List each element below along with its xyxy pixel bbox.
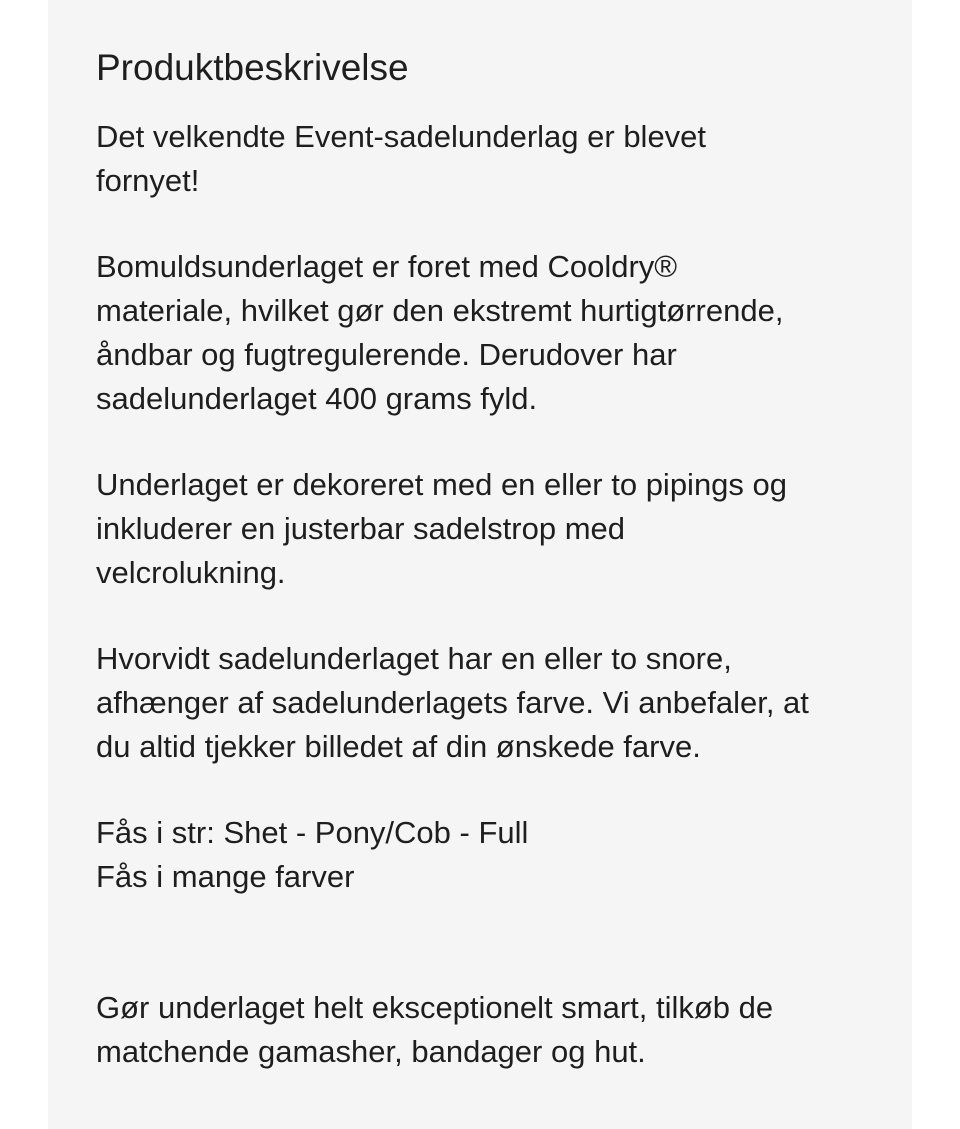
- section-heading: Produktbeskrivelse: [96, 47, 409, 88]
- intro-paragraph: Det velkendte Event-sadelunderlag er blevet fornyet!: [96, 119, 707, 198]
- spacer: [96, 769, 864, 811]
- sizes-colors-paragraph: Fås i str: Shet - Pony/Cob - Full Fås i mange farver: [96, 815, 529, 894]
- spacer: [96, 203, 864, 245]
- product-description-panel: [48, 0, 912, 1129]
- spacer: [96, 421, 864, 463]
- spacer: [96, 595, 864, 637]
- decoration-paragraph: Underlaget er dekoreret med en eller to pipings og inkluderer en justerbar sadelstrop med velcrolukning.: [96, 467, 788, 590]
- upsell-paragraph: Gør underlaget helt eksceptionelt smart, tilkøb de matchende gamasher, bandager og hut.: [96, 990, 774, 1069]
- cord-paragraph: Hvorvidt sadelunderlaget har en eller to snore, afhænger af sadelunderlagets farve. Vi anbefaler, at du altid tjekker billedet af din ønskede farve.: [96, 641, 809, 764]
- spacer: [96, 899, 864, 986]
- material-paragraph: Bomuldsunderlaget er foret med Cooldry® materiale, hvilket gør den ekstremt hurtigtørrende, åndbar og fugtregulerende. Derudover har sadelunderlaget 400 grams fyld.: [96, 249, 784, 416]
